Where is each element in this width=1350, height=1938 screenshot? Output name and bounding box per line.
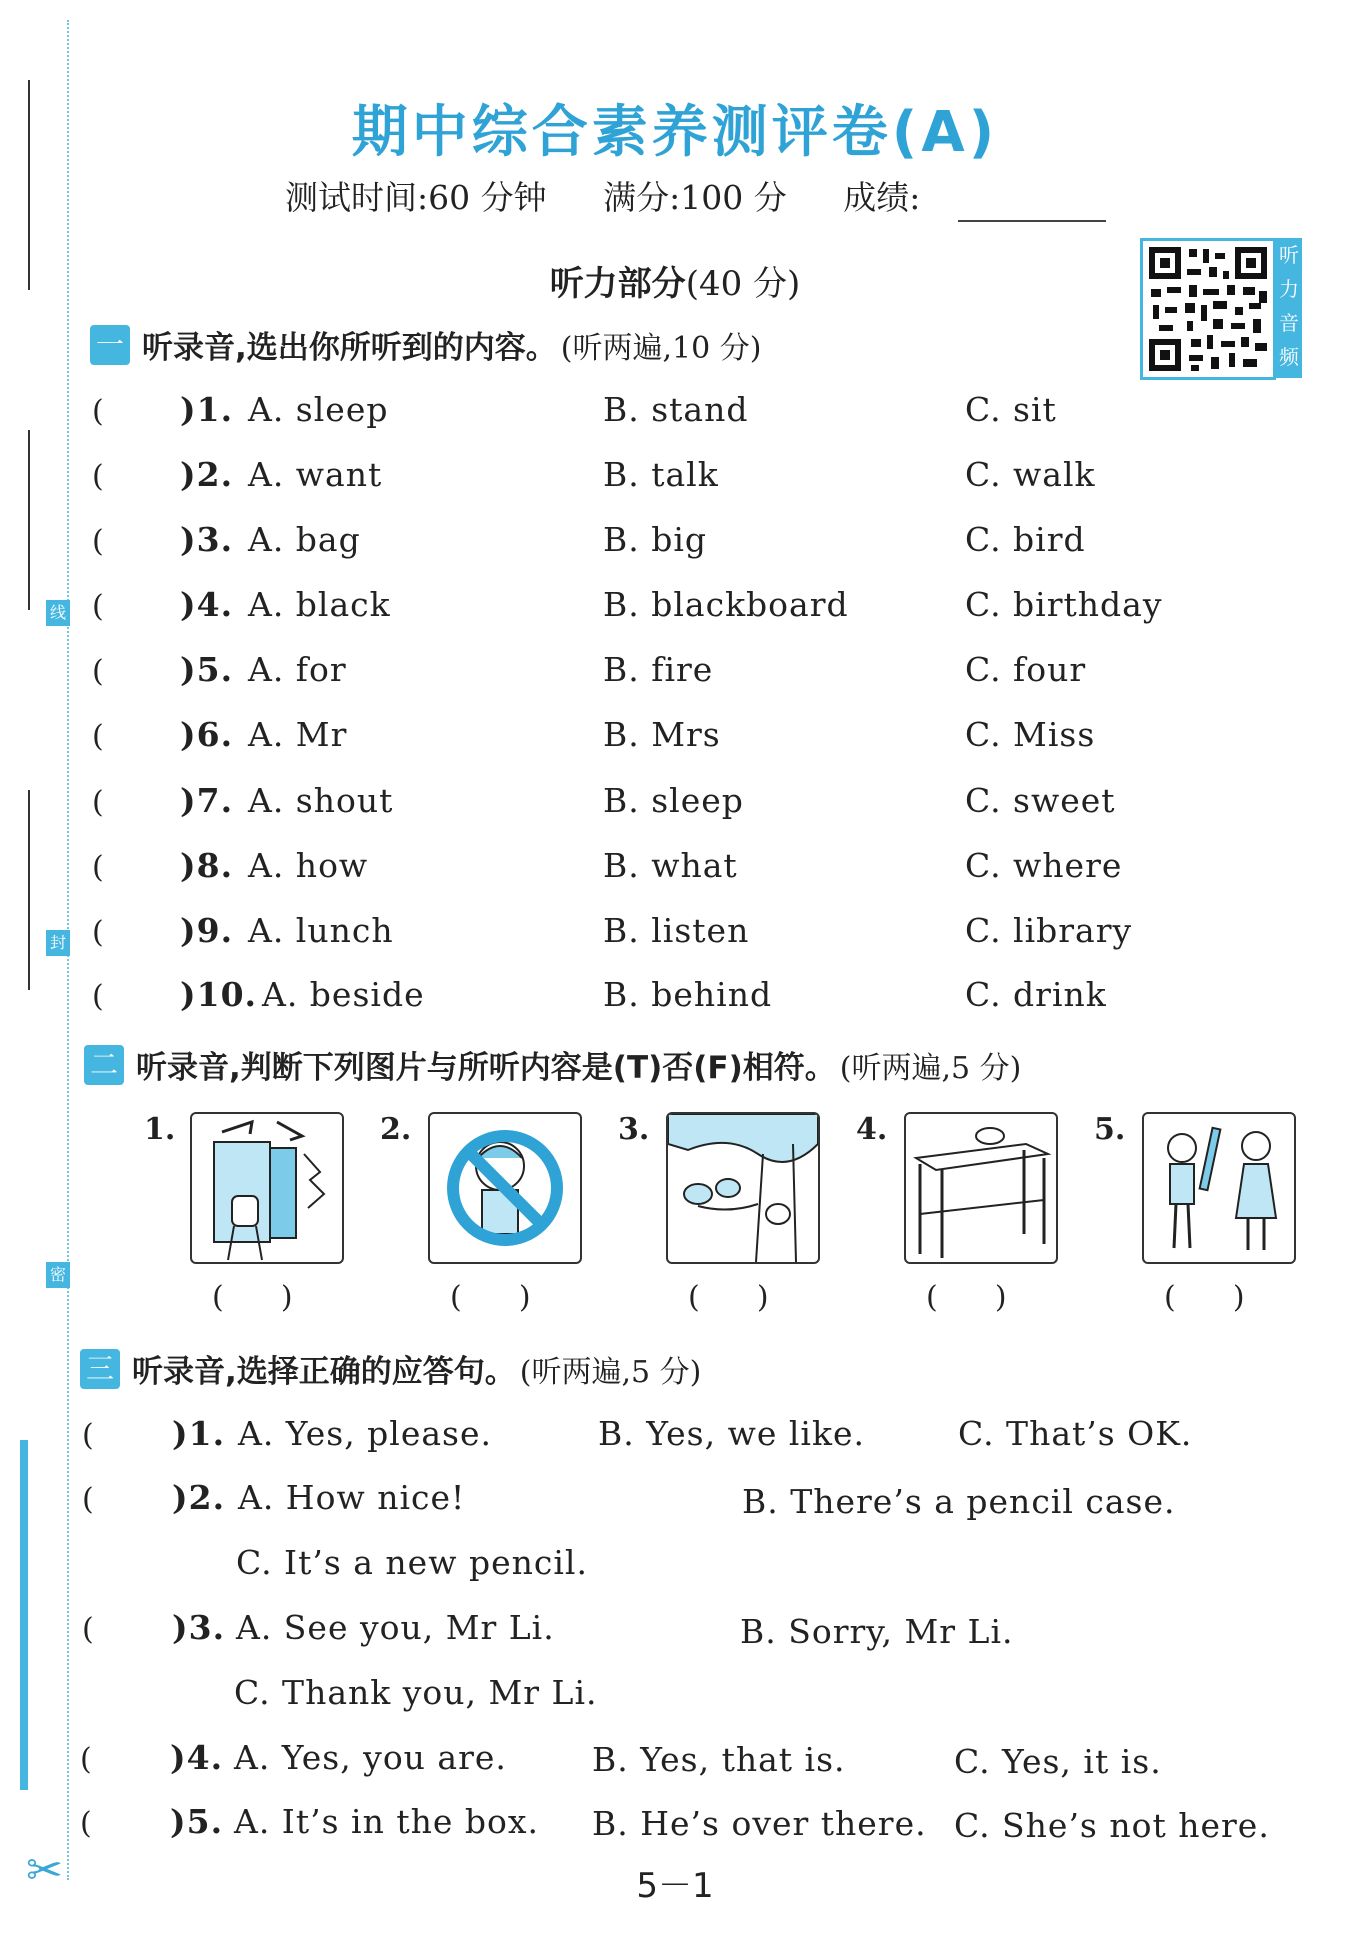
question-number: )3. (180, 520, 234, 559)
option-b[interactable]: B. listen (603, 911, 750, 950)
option-b[interactable]: B. behind (603, 975, 773, 1014)
question-number: )10. (180, 975, 258, 1014)
part-label: 听力部分 (549, 264, 686, 304)
option-c[interactable]: C. bird (965, 520, 1086, 559)
section-1-heading (90, 322, 761, 367)
answer-paren[interactable]: ( (82, 1482, 94, 1517)
option-c[interactable]: C. Yes, it is. (954, 1742, 1162, 1781)
answer-paren[interactable]: ( (92, 719, 104, 754)
question-number: )8. (180, 846, 234, 885)
answer-paren[interactable]: ( (82, 1418, 94, 1453)
option-c[interactable]: C. That’s OK. (958, 1414, 1193, 1453)
qr-audio-label: 听力音频 (1276, 238, 1302, 378)
option-c[interactable]: C. Thank you, Mr Li. (234, 1673, 598, 1712)
question-number: )4. (180, 585, 234, 624)
page-title: 期中综合素养测评卷(A) (351, 100, 999, 165)
option-b[interactable]: B. fire (603, 650, 714, 689)
margin-color-bar (20, 1440, 28, 1790)
answer-paren[interactable]: ( (92, 589, 104, 624)
option-a[interactable]: A. Mr (248, 715, 348, 754)
option-b[interactable]: B. He’s over there. (592, 1804, 927, 1843)
option-c[interactable]: C. She’s not here. (954, 1806, 1270, 1845)
answer-paren[interactable]: ( (92, 979, 104, 1014)
qnum: )5. (170, 1802, 224, 1841)
exam-full-score: 满分:100 分 (603, 178, 787, 217)
tf-answer-blank[interactable]: ( ) (450, 1280, 531, 1315)
answer-paren[interactable]: ( (92, 524, 104, 559)
option-a[interactable]: A. shout (248, 781, 394, 820)
margin-rule (28, 430, 30, 610)
picture-boy-girl-ruler (1142, 1112, 1296, 1264)
margin-tag-secret: 密 (46, 1262, 70, 1288)
question-number: )2. (180, 455, 234, 494)
option-b[interactable]: B. Sorry, Mr Li. (740, 1612, 1014, 1651)
tf-answer-blank[interactable]: ( ) (926, 1280, 1007, 1315)
score-blank[interactable] (958, 220, 1106, 222)
answer-paren[interactable]: ( (92, 850, 104, 885)
picture-number: 5. (1094, 1112, 1126, 1147)
option-c[interactable]: C. where (965, 846, 1123, 885)
option-b[interactable]: B. There’s a pencil case. (742, 1482, 1176, 1521)
question-number: )7. (180, 781, 234, 820)
option-b[interactable]: B. big (603, 520, 708, 559)
question-number (172, 1414, 225, 1453)
picture-number: 3. (618, 1112, 650, 1147)
option-c[interactable]: C. sit (965, 390, 1057, 429)
exam-info (285, 172, 966, 219)
tf-answer-blank[interactable]: ( ) (688, 1280, 769, 1315)
question-number (170, 1738, 223, 1777)
option-b[interactable]: B. talk (603, 455, 719, 494)
option-a[interactable]: A. lunch (248, 911, 394, 950)
section-number: 二 (84, 1045, 124, 1085)
option-c[interactable]: C. sweet (965, 781, 1116, 820)
question-number (172, 1478, 225, 1517)
option-a[interactable]: A. Yes, you are. (234, 1738, 507, 1777)
picture-number: 1. (144, 1112, 176, 1147)
qnum: )4. (170, 1738, 224, 1777)
picture-no-shouting (428, 1112, 582, 1264)
option-b[interactable]: B. sleep (603, 781, 744, 820)
section-title: 听录音,判断下列图片与所听内容是(T)否(F)相符。 (136, 1050, 836, 1086)
page-number: 5－1 (636, 1866, 714, 1906)
section-number: 三 (80, 1349, 120, 1389)
option-b[interactable]: B. Yes, we like. (598, 1414, 865, 1453)
picture-door-push (190, 1112, 344, 1264)
answer-paren[interactable]: ( (92, 654, 104, 689)
option-a[interactable]: A. See you, Mr Li. (236, 1608, 555, 1647)
option-c[interactable]: C. drink (965, 975, 1107, 1014)
option-c[interactable]: C. birthday (965, 585, 1163, 624)
option-c[interactable]: C. It’s a new pencil. (236, 1543, 588, 1582)
answer-paren[interactable]: ( (80, 1806, 92, 1841)
option-a[interactable]: A. beside (262, 975, 425, 1014)
picture-birds-in-tree (666, 1112, 820, 1264)
qnum: )1. (172, 1414, 226, 1453)
margin-tag-seal: 封 (46, 930, 70, 956)
tf-answer-blank[interactable]: ( ) (1164, 1280, 1245, 1315)
picture-number: 2. (380, 1112, 412, 1147)
question-number (170, 1802, 223, 1841)
option-a[interactable]: A. Yes, please. (238, 1414, 493, 1453)
option-b[interactable]: B. what (603, 846, 738, 885)
picture-bird-on-desk (904, 1112, 1058, 1264)
part-points: (40 分) (685, 264, 801, 304)
answer-paren[interactable]: ( (80, 1742, 92, 1777)
scissors-icon: ✂ (26, 1845, 63, 1896)
section-3-heading (80, 1346, 701, 1391)
option-b[interactable]: B. Mrs (603, 715, 721, 754)
option-b[interactable]: B. stand (603, 390, 749, 429)
answer-paren[interactable]: ( (92, 394, 104, 429)
option-a[interactable]: A. want (248, 455, 383, 494)
answer-paren[interactable]: ( (92, 785, 104, 820)
option-a[interactable]: A. How nice! (238, 1478, 466, 1517)
option-b[interactable]: B. Yes, that is. (592, 1740, 846, 1779)
question-number: )1. (180, 390, 234, 429)
question-number: )5. (180, 650, 234, 689)
question-number (172, 1608, 225, 1647)
exam-time: 测试时间:60 分钟 (285, 178, 547, 217)
section-2-heading (84, 1042, 1021, 1087)
qnum: )3. (172, 1608, 226, 1647)
section-title: 听录音,选择正确的应答句。 (132, 1354, 516, 1390)
question-number: )6. (180, 715, 234, 754)
qr-code-icon[interactable] (1140, 238, 1276, 380)
option-a[interactable]: A. black (248, 585, 391, 624)
section-title: 听录音,选出你所听到的内容。 (142, 330, 557, 366)
section-note: (听两遍,10 分) (560, 330, 762, 366)
answer-paren[interactable]: ( (82, 1612, 94, 1647)
option-c[interactable]: C. Miss (965, 715, 1096, 754)
option-a[interactable]: A. bag (248, 520, 361, 559)
exam-score-label: 成绩: (843, 178, 921, 217)
section-note: (听两遍,5 分) (519, 1354, 702, 1390)
picture-number: 4. (856, 1112, 888, 1147)
tf-answer-blank[interactable]: ( ) (212, 1280, 293, 1315)
option-a[interactable]: A. It’s in the box. (234, 1802, 539, 1841)
option-c[interactable]: C. four (965, 650, 1087, 689)
option-a[interactable]: A. for (248, 650, 347, 689)
option-b[interactable]: B. blackboard (603, 585, 849, 624)
margin-tag-line: 线 (46, 600, 70, 626)
option-a[interactable]: A. sleep (248, 390, 389, 429)
answer-paren[interactable]: ( (92, 915, 104, 950)
section-note: (听两遍,5 分) (839, 1050, 1022, 1086)
option-c[interactable]: C. library (965, 911, 1133, 950)
margin-rule (28, 790, 30, 990)
answer-paren[interactable]: ( (92, 459, 104, 494)
option-a[interactable]: A. how (248, 846, 369, 885)
question-number: )9. (180, 911, 234, 950)
qnum: )2. (172, 1478, 226, 1517)
section-number: 一 (90, 325, 130, 365)
option-c[interactable]: C. walk (965, 455, 1096, 494)
